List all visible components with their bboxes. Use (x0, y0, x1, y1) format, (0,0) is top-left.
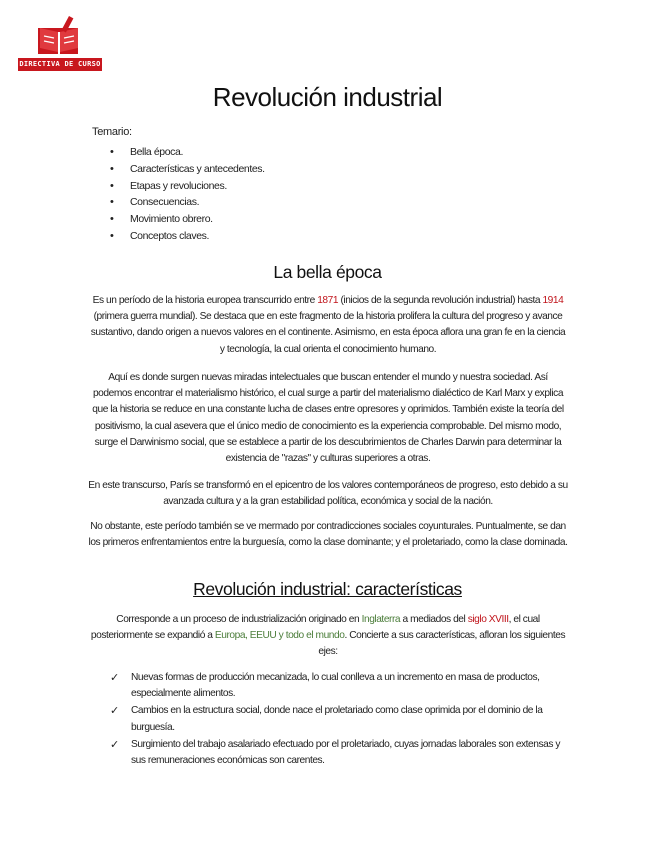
paragraph-text: a mediados del (400, 614, 468, 625)
temario-list (110, 144, 265, 245)
paragraph-text: (primera guerra mundial). Se destaca que en este fragmento de la historia prolifera la cultura del progreso y avance sustantivo, dando origen a nuevos valores en el continente. Asimismo, en esta época aflora una gran fe en la ciencia y tecnología, la cual orienta el conocimiento humano. (90, 311, 566, 355)
highlight-year: 1914 (542, 295, 564, 306)
paragraph-text: Es un período de la historia europea transcurrido entre (92, 295, 318, 306)
list-item-text: Surgimiento del trabajo asalariado efectuado por el proletariado, cuyas jornadas laborales son extensas y sus remuneraciones económicas son carentes. (131, 738, 561, 767)
list-item: • Características y antecedentes. (110, 161, 265, 178)
section-heading-caracteristicas: Revolución industrial: características (193, 579, 462, 599)
checkmark-icon: ✓ (110, 672, 119, 684)
paragraph-bella-epoca-intro (88, 293, 568, 358)
paragraph-intellectual-views: Aquí es donde surgen nuevas miradas intelectuales que buscan entender el mundo y nuestra sociedad. Así podemos encontrar el materialismo histórico, el cual surge a partir del materialismo dialéctico de Karl Marx y explica que la historia se reduce en una constante lucha de clases entre opresores y oprimidos. También existe la teoría del positivismo, la cual asevera que el único medio de conocimiento es la experiencia comprobable. Del mismo modo, surge el Darwinismo social, que se establece a partir de los descubrimientos de Charles Darwin para determinar la existencia de "razas" y culturas superiores a otras. (92, 372, 564, 465)
section-heading-bella-epoca: La bella época (273, 262, 382, 282)
paragraph-paris: En este transcurso, París se transformó en el epicentro de los valores contemporáneos de progreso, esto debido a su avanzada cultura y a la gran estabilidad política, económica y social de la nación. (88, 480, 568, 508)
paragraph-text: Corresponde a un proceso de industrialización originado en (116, 614, 362, 625)
checkmark-icon: ✓ (110, 738, 119, 751)
paragraph-text: (inicios de la segunda revolución industrial) hasta (338, 295, 543, 306)
highlight-regions: Europa, EEUU y todo el mundo (214, 630, 345, 642)
characteristics-list (110, 670, 570, 770)
list-item: • Conceptos claves. (110, 228, 265, 245)
list-item (110, 670, 570, 702)
directiva-logo (18, 14, 102, 72)
paragraph-caracteristicas-intro (88, 612, 568, 661)
list-item: • Movimiento obrero. (110, 211, 265, 228)
checkmark-icon: ✓ (110, 705, 119, 718)
list-item: • Consecuencias. (110, 194, 265, 211)
list-item: • Bella época. (110, 144, 265, 161)
page-title: Revolución industrial (212, 82, 443, 112)
list-item (110, 703, 570, 735)
highlight-century: siglo XVIII (467, 614, 509, 625)
paragraph-text: . Concierte a sus características, afloran los siguientes ejes: (318, 630, 566, 658)
logo-label: DIRECTIVA DE CURSO (18, 58, 102, 71)
list-item-text: Nuevas formas de producción mecanizada, lo cual conlleva a un incremento en masa de productos, especialmente alimentos. (131, 672, 540, 700)
paragraph-text: , el cual posteriormente se expandió a (90, 614, 540, 642)
list-item (110, 737, 570, 769)
temario-label: Temario: (92, 126, 132, 138)
book-pencil-icon (34, 14, 84, 58)
list-item-text: Cambios en la estructura social, donde nace el proletariado como clase oprimida por el dominio de la burguesía. (131, 705, 543, 733)
paragraph-contradictions: No obstante, este período también se ve mermado por contradicciones sociales coyunturales. Puntualmente, se dan los primeros enfrentamientos entre la burguesía, como la clase dominante; y el proletariado, como la clase dominada. (88, 521, 568, 549)
list-item: • Etapas y revoluciones. (110, 178, 265, 195)
highlight-year: 1871 (317, 295, 339, 306)
highlight-place: Inglaterra (361, 614, 401, 625)
